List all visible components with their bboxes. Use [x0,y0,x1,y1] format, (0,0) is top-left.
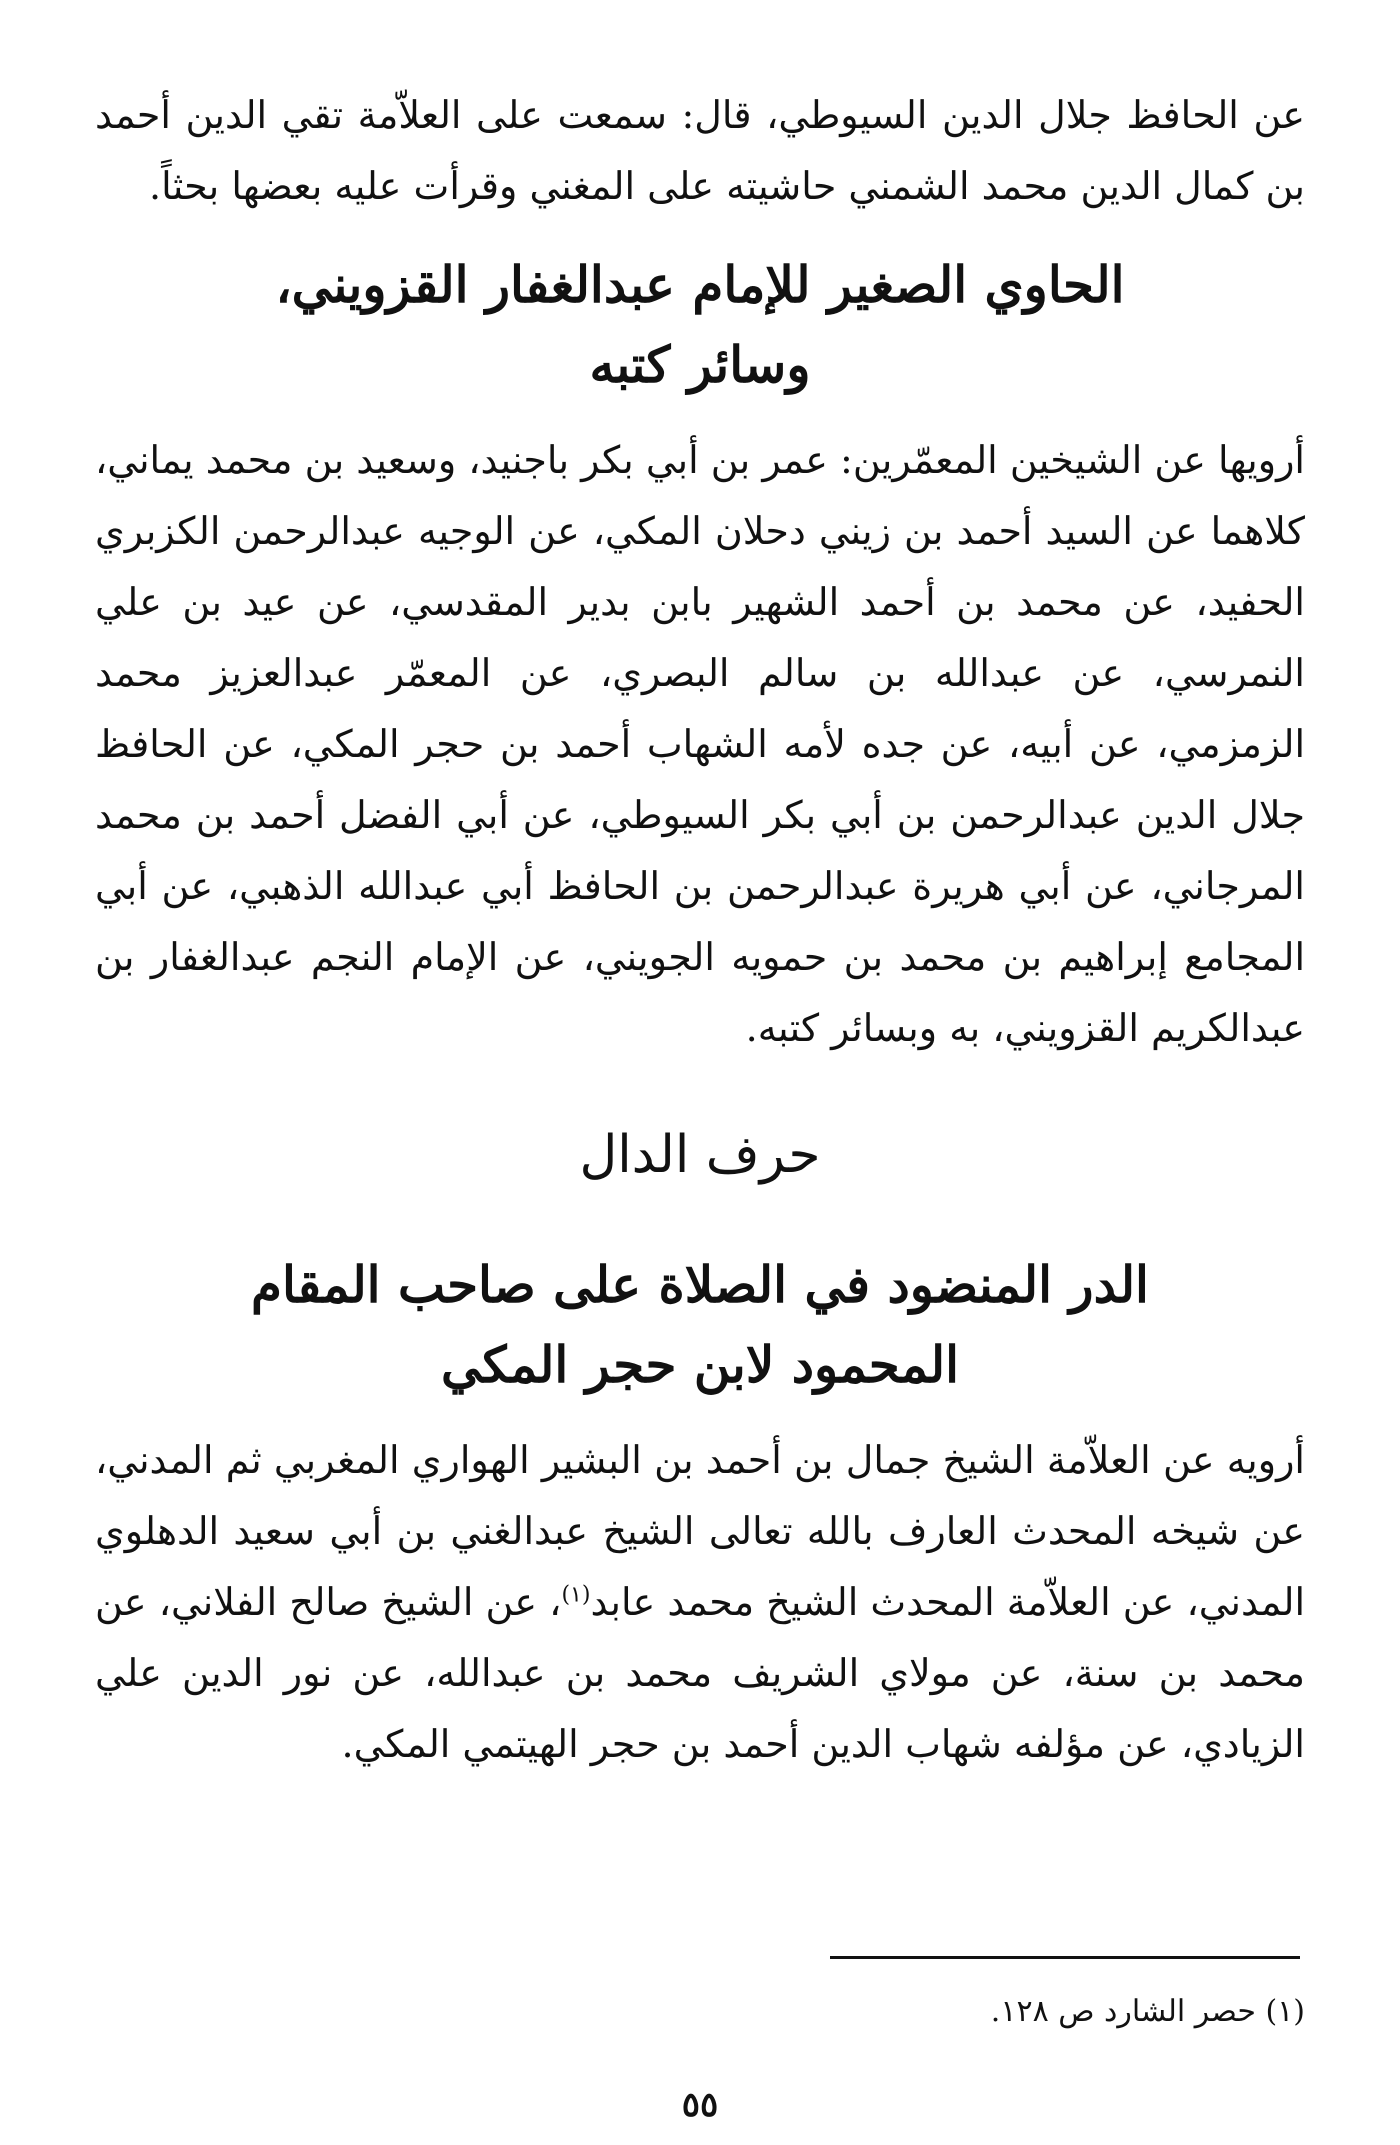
section1-paragraph: أرويها عن الشيخين المعمّرين: عمر بن أبي بكر باجنيد، وسعيد بن محمد يماني، كلاهما عن السيد أحمد بن زيني دحلان المكي، عن الوجيه عبدالرحمن الكزبري الحفيد، عن محمد بن أحمد الشهير بابن بدير المقدسي، عن عيد بن علي النمرسي، عن عبدالله بن سالم البصري، عن المعمّر عبدالعزيز محمد الزمزمي، عن أبيه، عن جده لأمه الشهاب أحمد بن حجر المكي، عن الحافظ جلال الدين عبدالرحمن بن أبي بكر السيوطي، عن أبي الفضل أحمد بن محمد المرجاني، عن أبي هريرة عبدالرحمن بن الحافظ أبي عبدالله الذهبي، عن أبي المجامع إبراهيم بن محمد بن حمويه الجويني، عن الإمام النجم عبدالغفار بن عبدالكريم القزويني، به وبسائر كتبه. [95,438,1306,1050]
intro-paragraph: عن الحافظ جلال الدين السيوطي، قال: سمعت على العلاّمة تقي الدين أحمد بن كمال الدين محمد الشمني حاشيته على المغني وقرأت عليه بعضها بحثاً. [95,93,1305,208]
footnote-reference: (١) [561,1582,591,1608]
section1-title-line1: الحاوي الصغير للإمام عبدالغفار القزويني، [275,255,1125,314]
letter-heading: حرف الدال [579,1125,821,1185]
section2-paragraph [95,1425,1305,1780]
section2-paragraph-part1: أرويه عن العلاّمة الشيخ جمال بن أحمد بن البشير الهواري المغربي ثم المدني، عن شيخه المحدث العارف بالله تعالى الشيخ عبدالغني بن أبي سعيد الدهلوي المدني، عن العلاّمة المحدث الشيخ محمد عابد [95,1438,1306,1624]
section1-title-line2: وسائر كتبه [589,335,811,394]
section2-title-line2: المحمود لابن حجر المكي [440,1335,960,1394]
footnote-divider [830,1956,1300,1959]
section2-paragraph-part2: ، عن الشيخ صالح الفلاني، عن محمد بن سنة، عن مولاي الشريف محمد بن عبدالله، عن نور الدين علي الزيادي، عن مؤلفه شهاب الدين أحمد بن حجر الهيتمي المكي. [95,1580,1305,1766]
footnote: (١) حصر الشارد ص ١٢٨. [990,1994,1305,2029]
page-number: ٥٥ [681,2085,719,2125]
section2-title-line1: الدر المنضود في الصلاة على صاحب المقام [251,1255,1149,1314]
